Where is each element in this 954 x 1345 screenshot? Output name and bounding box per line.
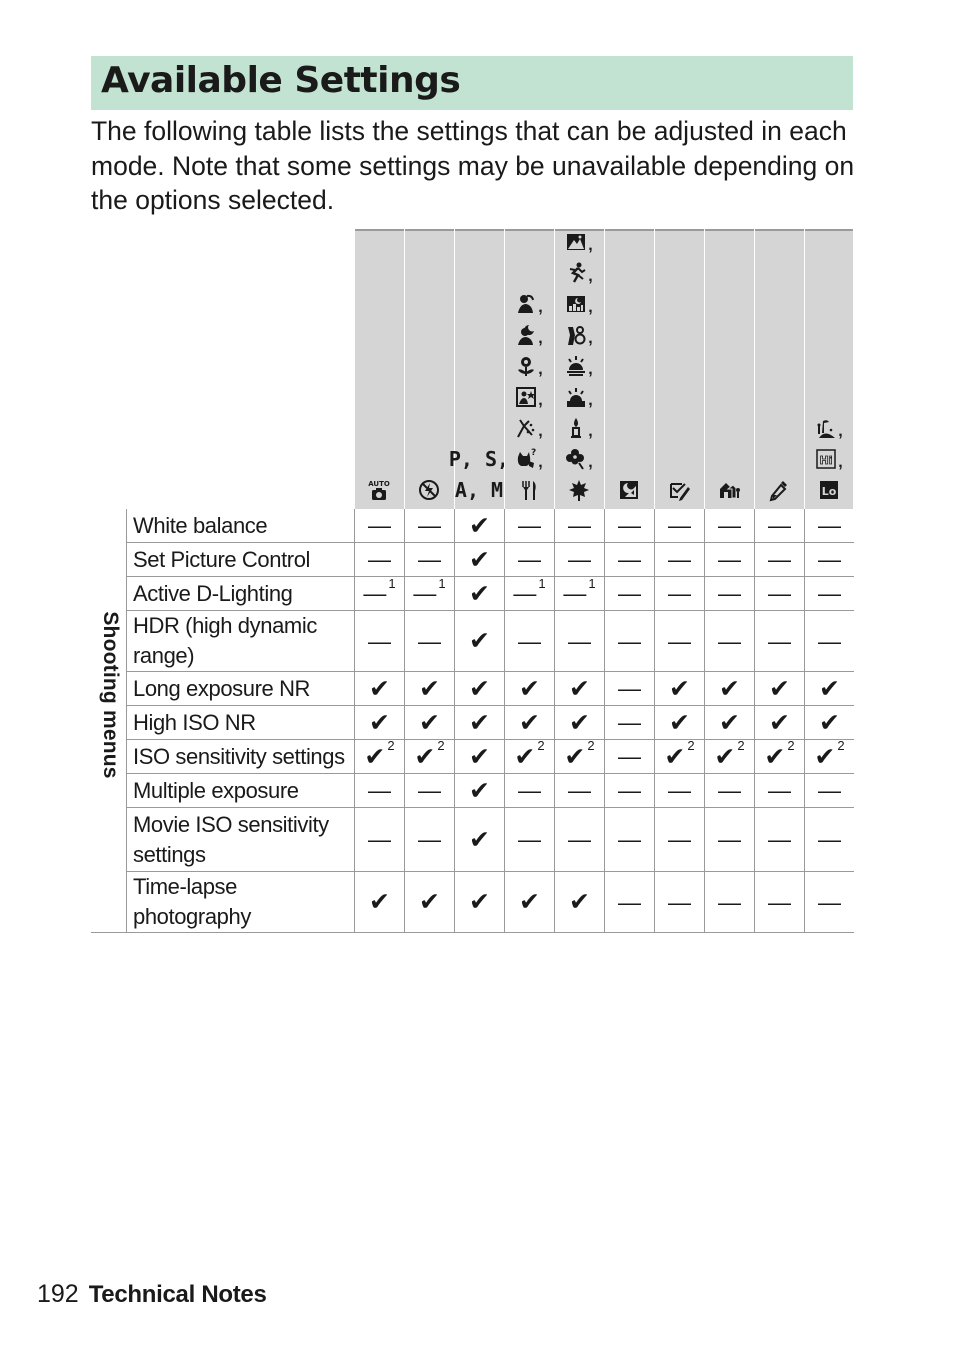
check-mark: ✔ (714, 742, 736, 771)
check-mark: ✔ (364, 742, 386, 771)
mode-cell (705, 872, 755, 933)
mode-cell (755, 611, 805, 672)
silhouette-icon (815, 416, 837, 440)
dash-mark: — (418, 546, 441, 572)
mode-cell (455, 543, 505, 577)
check-mark: ✔ (819, 674, 840, 703)
mode-cell (705, 737, 755, 774)
mode-cell (655, 672, 705, 706)
mode-cell (705, 611, 755, 672)
column-header-miniature (704, 229, 753, 509)
dash-mark: — (818, 580, 841, 606)
setting-label: HDR (high dynamic range) (127, 611, 355, 672)
dash-mark: — (818, 888, 841, 915)
mode-cell (605, 543, 655, 577)
mode-cell (805, 611, 855, 672)
dash-mark: — (363, 580, 387, 606)
autumn-colors-icon (568, 478, 590, 502)
night-landscape-icon (565, 292, 587, 316)
svg-text:AUTO: AUTO (368, 480, 390, 488)
dash-mark: — (768, 546, 791, 572)
mode-cell (755, 737, 805, 774)
setting-label: Set Picture Control (127, 543, 355, 577)
mode-cell (555, 611, 605, 672)
dash-mark: — (413, 580, 437, 606)
dash-mark: — (418, 826, 441, 852)
check-mark: ✔ (519, 708, 540, 737)
dash-mark: — (818, 627, 841, 654)
dash-mark: — (618, 888, 641, 915)
page-title: Available Settings (101, 60, 461, 101)
dash-mark: — (668, 627, 691, 654)
mode-cell (655, 706, 705, 740)
mode-cell (555, 706, 605, 740)
pet-portraits-icon (515, 447, 537, 471)
dash-mark: — (818, 546, 841, 572)
dash-mark: — (768, 826, 791, 852)
mode-cell (805, 872, 855, 933)
intro-paragraph: The following table lists the settings that can be adjusted in each mode. Note that some settings may be unavailable depending on the options selected. (91, 116, 855, 215)
mode-cell (405, 672, 455, 706)
mode-cell (455, 872, 505, 933)
dash-mark: — (718, 546, 741, 572)
mode-cell (455, 774, 505, 808)
setting-label: Multiple exposure (127, 774, 355, 808)
mode-cell (655, 872, 705, 933)
color-sketch-icon (668, 478, 690, 502)
mode-cell (455, 672, 505, 706)
column-header-flash-off (404, 229, 453, 509)
footnote-ref: 1 (538, 576, 546, 591)
dash-mark: — (518, 627, 541, 654)
miniature-effect-icon (718, 478, 740, 502)
mode-cell (355, 509, 405, 543)
group-label: Shooting menus (99, 611, 122, 779)
settings-table (91, 509, 854, 933)
portrait-icon (515, 292, 537, 316)
check-mark: ✔ (469, 742, 490, 771)
check-mark: ✔ (469, 888, 490, 916)
dash-mark: — (618, 546, 641, 572)
check-mark: ✔ (669, 674, 690, 703)
dash-mark: — (618, 512, 641, 538)
dash-mark: — (718, 580, 741, 606)
check-mark: ✔ (564, 742, 586, 771)
column-header-auto (354, 229, 403, 509)
mode-cell (355, 543, 405, 577)
dash-mark: — (563, 580, 587, 606)
svg-text:?: ? (531, 448, 537, 458)
mode-cell (755, 774, 805, 808)
mode-cell (505, 872, 555, 933)
dash-mark: — (668, 888, 691, 915)
check-mark: ✔ (819, 708, 840, 737)
check-mark: ✔ (569, 674, 590, 703)
setting-label: Long exposure NR (127, 672, 355, 706)
mode-cell (705, 706, 755, 740)
dash-mark: — (368, 826, 391, 852)
dash-mark: — (368, 546, 391, 572)
mode-cell (805, 808, 855, 872)
dash-mark: — (768, 888, 791, 915)
mode-cell (455, 611, 505, 672)
dash-mark: — (568, 777, 591, 803)
dash-mark: — (368, 777, 391, 803)
mode-cell (455, 577, 505, 611)
setting-label: White balance (127, 509, 355, 543)
svg-text:Lo: Lo (821, 485, 837, 498)
mode-cell (405, 774, 455, 808)
footnote-ref: 2 (687, 737, 695, 753)
mode-cell (805, 509, 855, 543)
mode-cell (455, 706, 505, 740)
blossom-icon (565, 447, 587, 471)
mode-cell (355, 737, 405, 774)
footnote-ref: 2 (787, 737, 795, 753)
footnote-ref: 2 (537, 737, 545, 753)
check-mark: ✔ (469, 674, 490, 703)
check-mark: ✔ (469, 627, 490, 655)
mode-cell (405, 577, 455, 611)
mode-cell (605, 577, 655, 611)
dash-mark: — (518, 512, 541, 538)
mode-cell (805, 543, 855, 577)
title-bar (91, 56, 853, 110)
footnote-ref: 2 (837, 737, 845, 753)
mode-cell (555, 577, 605, 611)
sports-icon (565, 261, 587, 285)
mode-cell (455, 740, 505, 774)
mode-cell (355, 808, 405, 872)
mode-cell (505, 737, 555, 774)
close-up-icon (515, 354, 537, 378)
dash-mark: — (718, 777, 741, 803)
table-row (91, 611, 854, 672)
section-title: Technical Notes (88, 1281, 267, 1308)
column-header-silhouette-group: , Hi , Lo (804, 229, 853, 509)
psam-line2: A, M (454, 478, 504, 502)
table-row (91, 577, 854, 611)
mode-cell (455, 509, 505, 543)
footnote-ref: 2 (587, 737, 595, 753)
mode-cell (555, 509, 605, 543)
night-vision-icon (618, 478, 640, 502)
mode-cell (405, 737, 455, 774)
dusk-dawn-icon (565, 385, 587, 409)
check-mark: ✔ (569, 708, 590, 737)
mode-cell (605, 740, 655, 774)
column-header-psam (448, 229, 510, 509)
dash-mark: — (818, 777, 841, 803)
check-mark: ✔ (519, 674, 540, 703)
mode-cell (655, 543, 705, 577)
landscape-icon (565, 230, 587, 254)
check-mark: ✔ (419, 888, 440, 916)
auto-flash-off-icon (418, 478, 440, 502)
mode-cell (755, 808, 805, 872)
mode-cell (555, 808, 605, 872)
dash-mark: — (618, 709, 641, 735)
mode-cell (555, 672, 605, 706)
mode-cell (705, 543, 755, 577)
check-mark: ✔ (769, 708, 790, 737)
check-mark: ✔ (369, 708, 390, 737)
dash-mark: — (618, 580, 641, 606)
footnote-ref: 2 (387, 737, 395, 753)
mode-cell (505, 543, 555, 577)
beach-snow-icon (565, 323, 587, 347)
mode-cell (805, 737, 855, 774)
dash-mark: — (818, 826, 841, 852)
dash-mark: — (418, 512, 441, 538)
setting-label: High ISO NR (127, 706, 355, 740)
check-mark: ✔ (769, 674, 790, 703)
mode-cell (555, 543, 605, 577)
dash-mark: — (768, 627, 791, 654)
auto-mode-icon (368, 478, 390, 502)
dash-mark: — (668, 546, 691, 572)
mode-cell (755, 706, 805, 740)
table-row (91, 740, 854, 774)
mode-cell (655, 611, 705, 672)
check-mark: ✔ (469, 511, 490, 540)
mode-cell (705, 672, 755, 706)
mode-cell (805, 706, 855, 740)
dash-mark: — (518, 826, 541, 852)
dash-mark: — (618, 675, 641, 701)
mode-cell (755, 543, 805, 577)
mode-cell (605, 509, 655, 543)
dash-mark: — (618, 627, 641, 654)
mode-cell (605, 872, 655, 933)
mode-cell (355, 672, 405, 706)
dash-mark: — (718, 826, 741, 852)
mode-cell (655, 509, 705, 543)
mode-cell (405, 611, 455, 672)
check-mark: ✔ (664, 742, 686, 771)
party-indoor-icon (515, 385, 537, 409)
check-mark: ✔ (469, 708, 490, 737)
mode-cell (555, 774, 605, 808)
dash-mark: — (418, 627, 441, 654)
svg-text:Hi: Hi (819, 454, 833, 467)
food-icon (518, 478, 540, 502)
dash-mark: — (618, 777, 641, 803)
low-key-icon (818, 478, 840, 502)
mode-cell (755, 872, 805, 933)
check-mark: ✔ (414, 742, 436, 771)
check-mark: ✔ (514, 742, 536, 771)
dash-mark: — (368, 627, 391, 654)
mode-cell (705, 577, 755, 611)
dash-mark: — (668, 580, 691, 606)
table-row (91, 808, 854, 872)
mode-cell (505, 577, 555, 611)
mode-cell (655, 577, 705, 611)
mode-cell (655, 737, 705, 774)
dash-mark: — (568, 627, 591, 654)
dash-mark: — (718, 512, 741, 538)
mode-cell (705, 509, 755, 543)
check-mark: ✔ (469, 825, 490, 854)
check-mark: ✔ (669, 708, 690, 737)
check-mark: ✔ (419, 708, 440, 737)
mode-cell (355, 611, 405, 672)
footnote-ref: 1 (388, 576, 396, 591)
mode-cell (505, 774, 555, 808)
mode-cell (405, 509, 455, 543)
mode-cell (605, 774, 655, 808)
mode-cell (605, 611, 655, 672)
check-mark: ✔ (814, 742, 836, 771)
dash-mark: — (618, 826, 641, 852)
mode-cell (805, 672, 855, 706)
check-mark: ✔ (469, 545, 490, 574)
table-row (91, 872, 854, 933)
column-header-night-vision (604, 229, 653, 509)
dash-mark: — (518, 777, 541, 803)
candlelight-icon (565, 416, 587, 440)
mode-cell (505, 509, 555, 543)
check-mark: ✔ (719, 674, 740, 703)
mode-cell (655, 774, 705, 808)
mode-cell (505, 672, 555, 706)
check-mark: ✔ (764, 742, 786, 771)
check-mark: ✔ (719, 708, 740, 737)
column-header-scene-group-2: , , , , , , , , (554, 229, 603, 509)
mode-cell (555, 737, 605, 774)
check-mark: ✔ (469, 579, 490, 608)
setting-label: Movie ISO sensitivity settings (127, 808, 355, 872)
dash-mark: — (418, 777, 441, 803)
footnote-ref: 2 (437, 737, 445, 753)
dash-mark: — (513, 580, 537, 606)
table-row (91, 672, 854, 706)
mode-cell (405, 872, 455, 933)
child-icon (515, 416, 537, 440)
mode-cell (505, 706, 555, 740)
dash-mark: — (668, 777, 691, 803)
dash-mark: — (768, 512, 791, 538)
mode-cell (655, 808, 705, 872)
check-mark: ✔ (469, 776, 490, 805)
selective-color-icon (768, 478, 790, 502)
check-mark: ✔ (369, 888, 390, 916)
column-header-scene-group-1: , , , , , ? , (504, 229, 553, 509)
check-mark: ✔ (369, 674, 390, 703)
mode-cell (355, 774, 405, 808)
mode-cell (605, 672, 655, 706)
dash-mark: — (518, 546, 541, 572)
mode-cell (405, 706, 455, 740)
footnote-ref: 1 (438, 576, 446, 591)
night-portrait-icon (515, 323, 537, 347)
dash-mark: — (718, 627, 741, 654)
mode-cell (405, 808, 455, 872)
mode-cell (505, 611, 555, 672)
footnote-ref: 1 (588, 576, 596, 591)
dash-mark: — (818, 512, 841, 538)
mode-cell (705, 808, 755, 872)
high-key-icon (815, 447, 837, 471)
mode-cell (805, 774, 855, 808)
mode-cell (555, 872, 605, 933)
mode-cell (605, 808, 655, 872)
mode-cell (455, 808, 505, 872)
dash-mark: — (768, 777, 791, 803)
check-mark: ✔ (519, 888, 540, 916)
mode-cell (755, 672, 805, 706)
check-mark: ✔ (419, 674, 440, 703)
dash-mark: — (568, 512, 591, 538)
group-cell (91, 509, 127, 933)
mode-cell (705, 774, 755, 808)
table-row (91, 706, 854, 740)
mode-cell (755, 577, 805, 611)
dash-mark: — (668, 512, 691, 538)
mode-cell (355, 706, 405, 740)
dash-mark: — (368, 512, 391, 538)
page-number: 192 (37, 1280, 79, 1308)
table-row (91, 774, 854, 808)
mode-cell (605, 706, 655, 740)
psam-line1: P, S, (448, 447, 510, 471)
mode-cell (805, 577, 855, 611)
mode-cell (405, 543, 455, 577)
setting-label: ISO sensitivity settings (127, 740, 355, 774)
table-row (91, 509, 854, 543)
mode-cell (755, 509, 805, 543)
sunset-icon (565, 354, 587, 378)
footnote-ref: 2 (737, 737, 745, 753)
dash-mark: — (718, 888, 741, 915)
setting-label: Active D-Lighting (127, 577, 355, 611)
check-mark: ✔ (569, 888, 590, 916)
mode-cell (355, 872, 405, 933)
page-footer (37, 1279, 267, 1310)
dash-mark: — (568, 546, 591, 572)
column-header-selective-color (754, 229, 803, 509)
column-header-color-sketch (654, 229, 703, 509)
dash-mark: — (568, 826, 591, 852)
dash-mark: — (618, 743, 641, 769)
setting-label: Time-lapse photography (127, 872, 355, 933)
mode-cell (505, 808, 555, 872)
table-row (91, 543, 854, 577)
mode-cell (355, 577, 405, 611)
dash-mark: — (768, 580, 791, 606)
dash-mark: — (668, 826, 691, 852)
